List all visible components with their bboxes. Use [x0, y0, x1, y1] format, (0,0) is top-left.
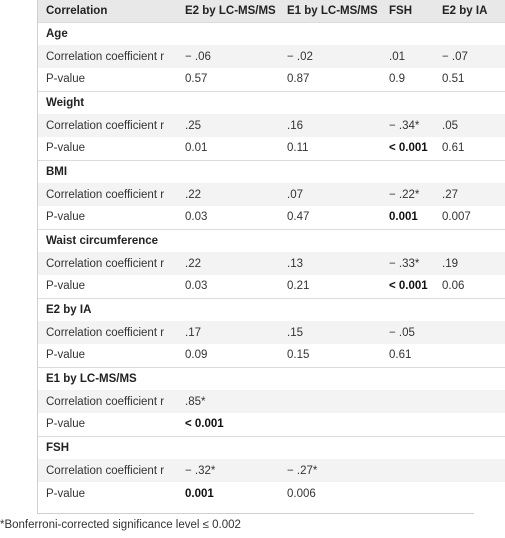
table-header-row [37, 0, 505, 22]
cell-e2-lcmsms: .22 [185, 188, 201, 201]
cell-e2-lcmsms: 0.001 [185, 487, 214, 500]
cell-e2-lcmsms: 0.03 [185, 280, 208, 293]
cell-e2-ia: .27 [442, 188, 458, 201]
cell-e1-lcmsms: .13 [287, 257, 303, 270]
p-value-row [37, 275, 505, 298]
section-row-e1-by-lcmsms [37, 367, 505, 390]
footnote: *Bonferroni-corrected significance level ≤ 0.002 [0, 519, 241, 531]
correlation-table [37, 0, 505, 505]
section-row-fsh [37, 436, 505, 459]
cell-e1-lcmsms: 0.21 [287, 280, 310, 293]
cell-fsh: − .33* [389, 257, 420, 270]
row-label: P-value [46, 418, 85, 431]
row-label: Correlation coefficient r [46, 119, 165, 132]
cell-e2-lcmsms: .25 [185, 119, 201, 132]
table-bottom-border [37, 513, 474, 514]
cell-e2-lcmsms: 0.57 [185, 73, 208, 86]
section-row-age [37, 22, 505, 45]
cell-e2-lcmsms: .22 [185, 257, 201, 270]
cell-e2-ia [433, 321, 505, 344]
cell-fsh: − .05 [389, 326, 415, 339]
coefficient-row [37, 183, 505, 206]
header-correlation: Correlation [46, 4, 108, 17]
cell-fsh: − .34* [389, 119, 420, 132]
cell-e2-lcmsms: − .32* [185, 464, 216, 477]
row-label: Correlation coefficient r [46, 326, 165, 339]
cell-e2-lcmsms: − .06 [185, 50, 211, 63]
row-label: P-value [46, 73, 85, 86]
row-label: P-value [46, 211, 85, 224]
table-left-border [37, 0, 38, 514]
cell-e2-ia [433, 344, 505, 367]
cell-e2-ia: − .07 [442, 50, 468, 63]
p-value-row [37, 68, 505, 91]
cell-e2-ia: 0.51 [442, 73, 465, 86]
cell-e2-ia: 0.06 [442, 280, 465, 293]
cell-e1-lcmsms: − .27* [287, 464, 318, 477]
section-row-bmi [37, 160, 505, 183]
section-title: Age [37, 22, 505, 45]
cell-e1-lcmsms: .15 [287, 326, 303, 339]
cell-e2-lcmsms: 0.01 [185, 142, 208, 155]
cell-e1-lcmsms [278, 390, 380, 413]
cell-e2-lcmsms: .85* [185, 395, 206, 408]
section-row-weight [37, 91, 505, 114]
cell-e1-lcmsms: 0.47 [287, 211, 310, 224]
row-label: Correlation coefficient r [46, 395, 165, 408]
cell-fsh: 0.001 [389, 211, 418, 224]
header-e2-ia: E2 by IA [442, 4, 488, 17]
cell-e1-lcmsms [278, 413, 380, 436]
cell-e2-ia: 0.007 [442, 211, 471, 224]
cell-e2-lcmsms: .17 [185, 326, 201, 339]
row-label: Correlation coefficient r [46, 188, 165, 201]
p-value-row [37, 344, 505, 367]
section-title: E2 by IA [37, 298, 505, 321]
cell-e2-lcmsms: 0.09 [185, 349, 208, 362]
cell-e2-ia [433, 482, 505, 505]
section-title: E1 by LC-MS/MS [37, 367, 505, 390]
cell-e2-ia [433, 413, 505, 436]
cell-fsh [380, 413, 433, 436]
cell-e1-lcmsms: .07 [287, 188, 303, 201]
cell-fsh: < 0.001 [389, 142, 428, 155]
cell-e1-lcmsms: − .02 [287, 50, 313, 63]
section-row-waist-circumference [37, 229, 505, 252]
coefficient-row [37, 114, 505, 137]
p-value-row [37, 206, 505, 229]
cell-e1-lcmsms: 0.006 [287, 487, 316, 500]
p-value-row [37, 413, 505, 436]
section-title: FSH [37, 436, 505, 459]
coefficient-row [37, 459, 505, 482]
section-title: Waist circumference [37, 229, 505, 252]
cell-e2-ia: 0.61 [442, 142, 465, 155]
coefficient-row [37, 252, 505, 275]
cell-fsh: < 0.001 [389, 280, 428, 293]
section-title: Weight [37, 91, 505, 114]
coefficient-row [37, 321, 505, 344]
row-label: P-value [46, 487, 85, 500]
coefficient-row [37, 45, 505, 68]
cell-fsh: 0.9 [389, 73, 405, 86]
cell-e2-lcmsms: 0.03 [185, 211, 208, 224]
cell-e1-lcmsms: 0.15 [287, 349, 310, 362]
cell-fsh: 0.61 [389, 349, 412, 362]
cell-fsh [380, 482, 433, 505]
p-value-row [37, 482, 505, 505]
cell-e2-lcmsms: < 0.001 [185, 418, 224, 431]
cell-e2-ia [433, 459, 505, 482]
coefficient-row [37, 390, 505, 413]
cell-e1-lcmsms: 0.87 [287, 73, 310, 86]
row-label: P-value [46, 280, 85, 293]
section-row-e2-by-ia [37, 298, 505, 321]
section-title: BMI [37, 160, 505, 183]
row-label: P-value [46, 142, 85, 155]
header-fsh: FSH [389, 4, 412, 17]
row-label: Correlation coefficient r [46, 50, 165, 63]
row-label: P-value [46, 349, 85, 362]
row-label: Correlation coefficient r [46, 257, 165, 270]
cell-fsh: .01 [389, 50, 405, 63]
cell-e2-ia [433, 390, 505, 413]
cell-e1-lcmsms: .16 [287, 119, 303, 132]
header-e1-lcmsms: E1 by LC-MS/MS [287, 4, 378, 17]
header-e2-lcmsms: E2 by LC-MS/MS [185, 4, 276, 17]
cell-fsh: − .22* [389, 188, 420, 201]
cell-e2-ia: .05 [442, 119, 458, 132]
cell-fsh [380, 390, 433, 413]
p-value-row [37, 137, 505, 160]
cell-fsh [380, 459, 433, 482]
cell-e1-lcmsms: 0.11 [287, 142, 309, 155]
cell-e2-ia: .19 [442, 257, 458, 270]
row-label: Correlation coefficient r [46, 464, 165, 477]
